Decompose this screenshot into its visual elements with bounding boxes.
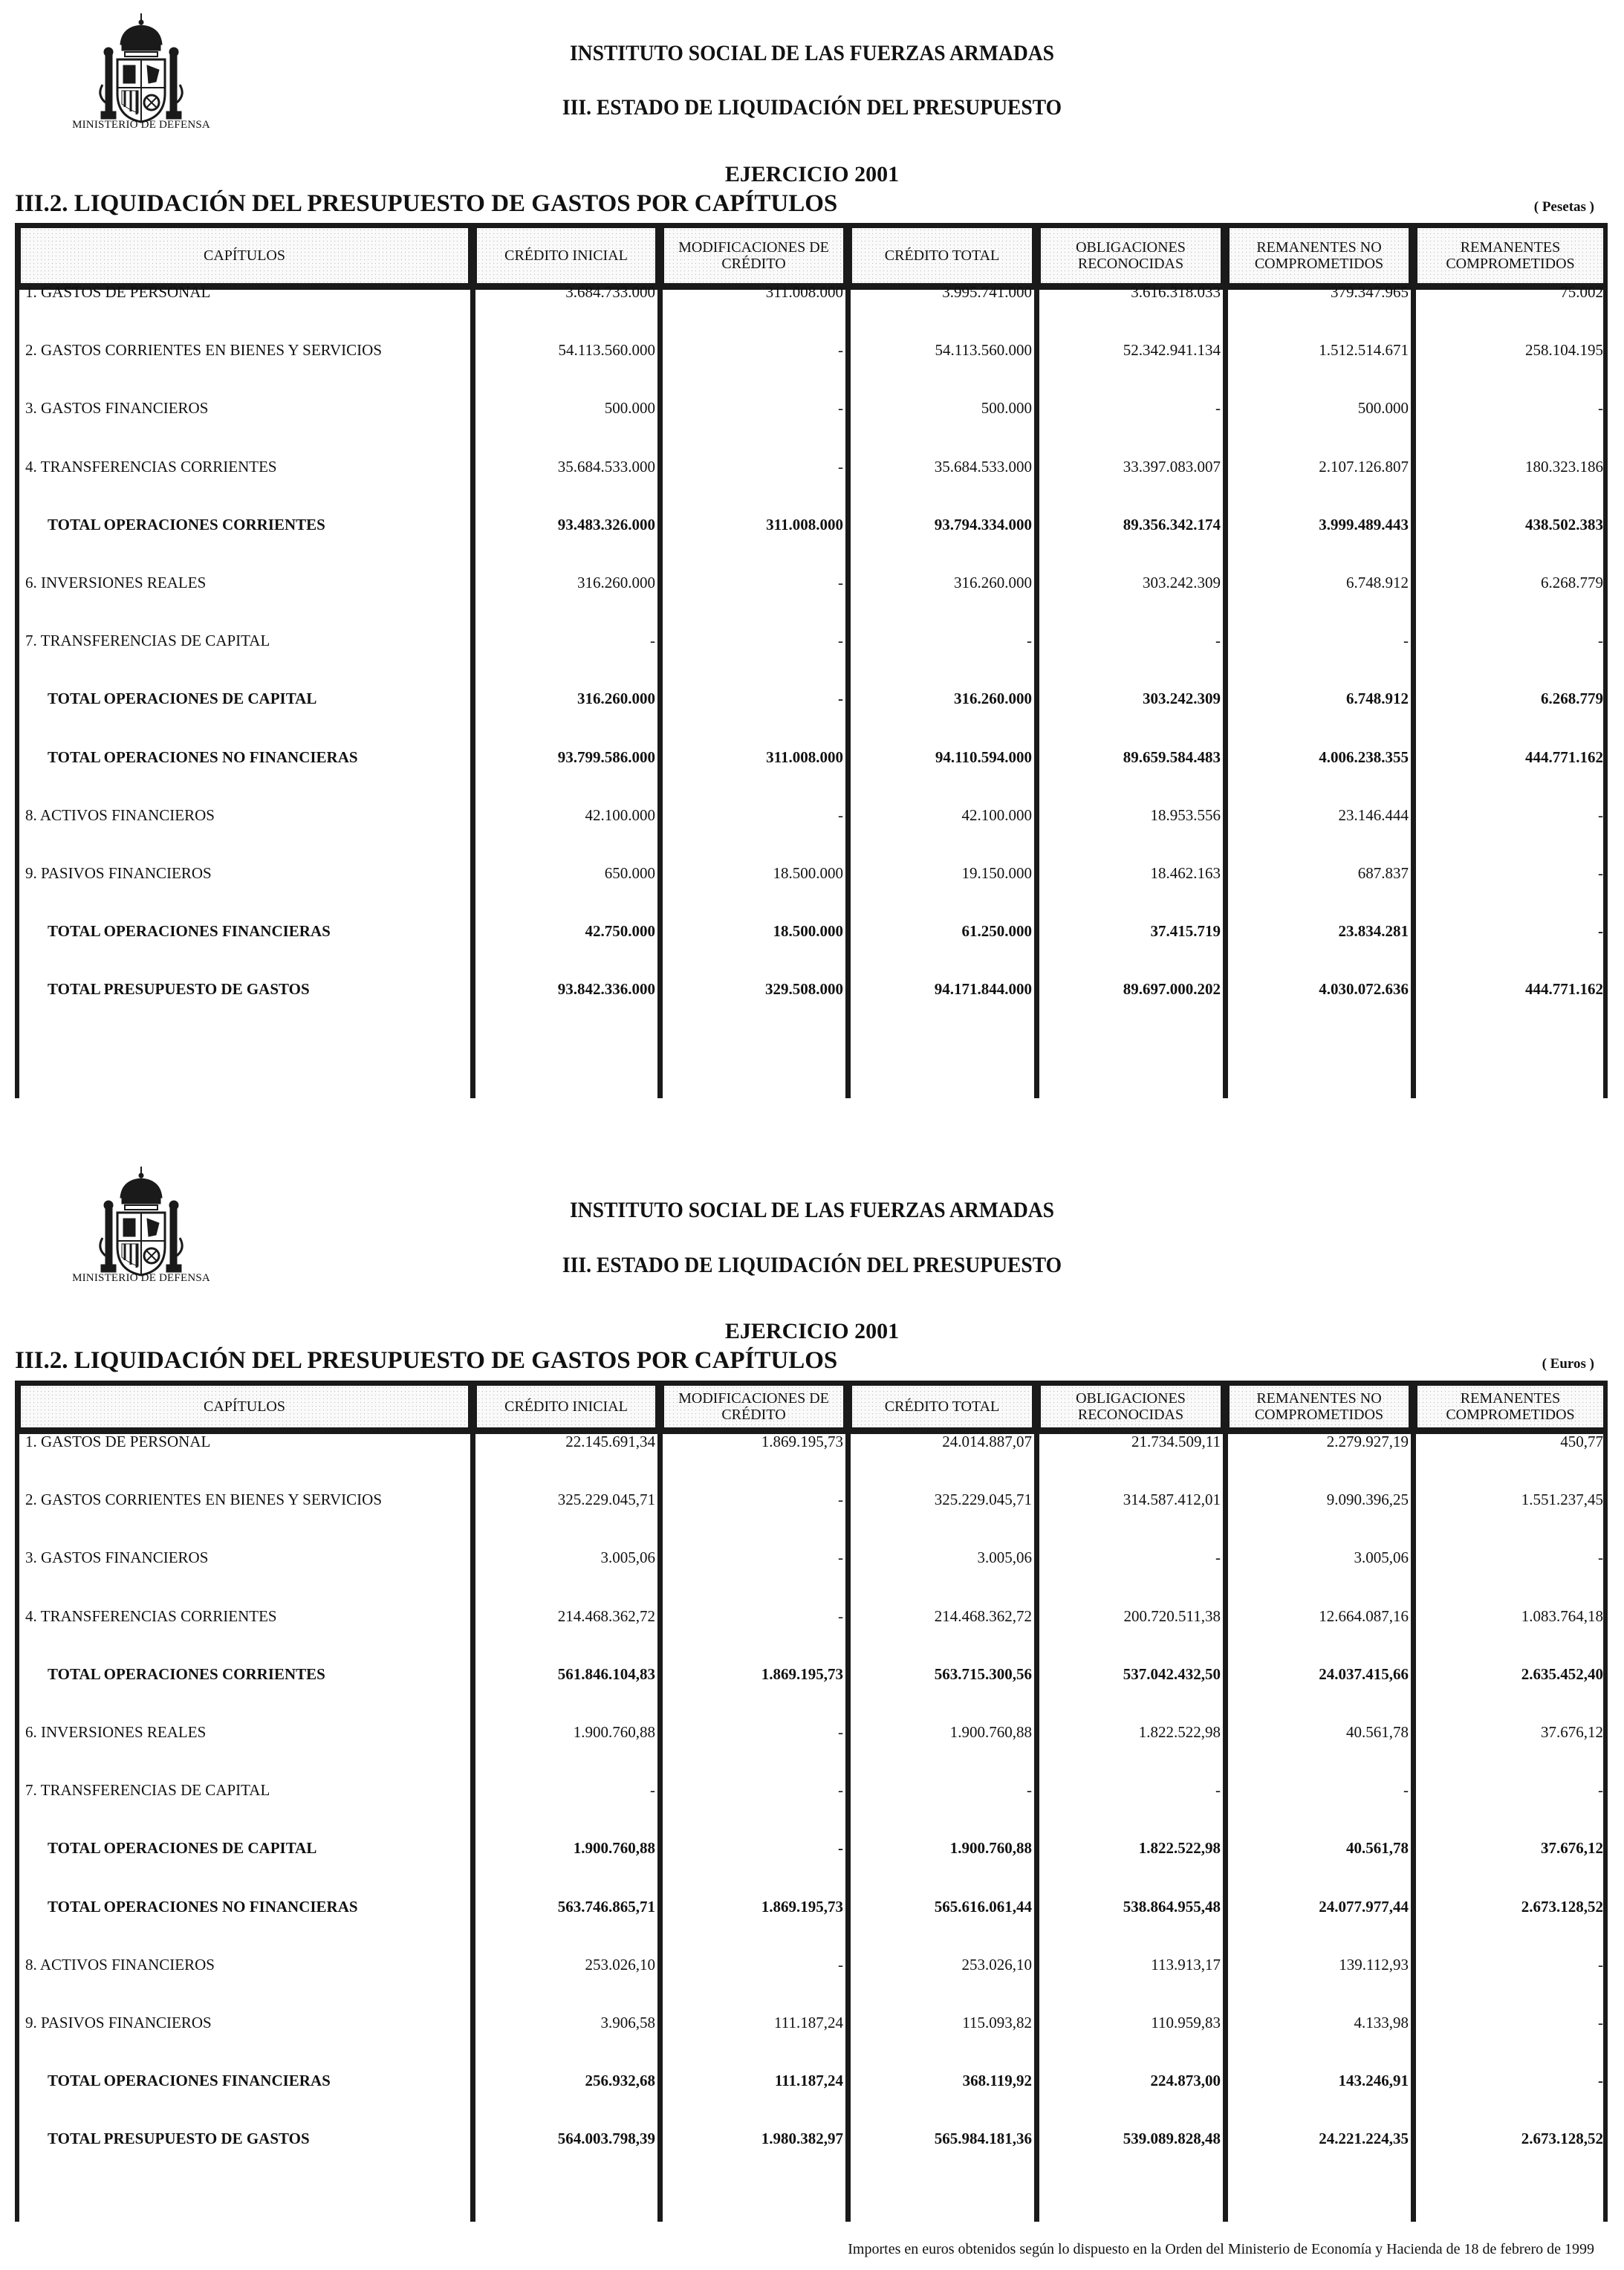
value-cell-3: 565.984.181,36 xyxy=(934,2130,1032,2148)
value-cell-6: - xyxy=(1598,399,1603,418)
row-label: TOTAL OPERACIONES CORRIENTES xyxy=(48,515,325,534)
value-cell-6: 37.676,12 xyxy=(1541,1839,1603,1858)
value-cell-5: 40.561,78 xyxy=(1346,1723,1409,1741)
value-cell-2: 329.508.000 xyxy=(765,980,843,999)
value-cell-4: 33.397.083.007 xyxy=(1123,457,1221,476)
row-label: 3. GASTOS FINANCIEROS xyxy=(25,399,209,418)
column-header-label: REMANENTES COMPROMETIDOS xyxy=(1446,239,1575,272)
value-cell-2: 311.008.000 xyxy=(766,515,843,534)
row-label: 6. INVERSIONES REALES xyxy=(25,1723,207,1741)
value-cell-1: 256.932,68 xyxy=(585,2072,655,2090)
value-cell-2: 1.869.195,73 xyxy=(761,1664,843,1683)
value-cell-5: 4.133,98 xyxy=(1354,2014,1409,2031)
row-label: 7. TRANSFERENCIAS DE CAPITAL xyxy=(25,1781,270,1800)
row-label: 3. GASTOS FINANCIEROS xyxy=(25,1549,209,1567)
value-cell-3: 3.995.741.000 xyxy=(942,283,1032,301)
value-cell-5: 2.107.126.807 xyxy=(1319,457,1409,476)
value-cell-1: 253.026,10 xyxy=(585,1955,655,1974)
value-cell-4: 21.734.509,11 xyxy=(1131,1433,1221,1450)
value-cell-4: 37.415.719 xyxy=(1150,922,1221,941)
value-cell-1: 93.842.336.000 xyxy=(557,980,655,999)
value-cell-5: 500.000 xyxy=(1357,399,1409,418)
value-cell-3: 1.900.760,88 xyxy=(949,1839,1032,1858)
value-cell-6: - xyxy=(1598,2014,1603,2031)
value-cell-3: 316.260.000 xyxy=(954,690,1032,708)
value-cell-1: 1.900.760,88 xyxy=(573,1839,655,1858)
value-cell-1: - xyxy=(650,632,655,650)
value-cell-1: - xyxy=(650,1781,655,1800)
table-row xyxy=(15,277,1608,307)
row-label: TOTAL PRESUPUESTO DE GASTOS xyxy=(48,980,310,999)
table-row xyxy=(15,1543,1608,1572)
table-row xyxy=(15,1950,1608,1979)
value-cell-5: 3.005,06 xyxy=(1354,1549,1409,1567)
value-cell-2: - xyxy=(838,1723,843,1741)
value-cell-5: 23.146.444 xyxy=(1338,805,1409,824)
value-cell-1: 35.684.533.000 xyxy=(557,457,655,476)
value-cell-5: 143.246,91 xyxy=(1338,2072,1409,2090)
value-cell-4: 537.042.432,50 xyxy=(1123,1664,1221,1683)
column-header-label: CRÉDITO TOTAL xyxy=(884,1398,1000,1415)
value-cell-3: 3.005,06 xyxy=(977,1549,1032,1567)
table-row xyxy=(15,1601,1608,1631)
value-cell-4: 89.659.584.483 xyxy=(1123,748,1221,766)
row-label: 9. PASIVOS FINANCIEROS xyxy=(25,2014,212,2031)
value-cell-3: 115.093,82 xyxy=(962,2014,1032,2031)
column-header-label: OBLIGACIONES RECONOCIDAS xyxy=(1076,1390,1186,1423)
row-label: TOTAL PRESUPUESTO DE GASTOS xyxy=(48,2130,310,2148)
value-cell-2: - xyxy=(838,457,843,476)
value-cell-2: - xyxy=(838,805,843,824)
value-cell-1: 3.906,58 xyxy=(600,2014,655,2031)
value-cell-1: 1.900.760,88 xyxy=(573,1723,655,1741)
row-label: 4. TRANSFERENCIAS CORRIENTES xyxy=(25,1606,277,1625)
table-row xyxy=(15,858,1608,888)
value-cell-5: 24.037.415,66 xyxy=(1319,1664,1409,1683)
value-cell-6: 438.502.383 xyxy=(1525,515,1603,534)
value-cell-6: 444.771.162 xyxy=(1525,980,1603,999)
column-header-label: REMANENTES NO COMPROMETIDOS xyxy=(1254,239,1384,272)
value-cell-4: 538.864.955,48 xyxy=(1123,1897,1221,1916)
value-cell-6: 2.635.452,40 xyxy=(1521,1664,1603,1683)
value-cell-4: 18.953.556 xyxy=(1150,805,1221,824)
value-cell-6: 450,77 xyxy=(1560,1433,1603,1450)
value-cell-2: - xyxy=(838,341,843,360)
value-cell-2: 311.008.000 xyxy=(766,748,843,766)
value-cell-1: 3.005,06 xyxy=(600,1549,655,1567)
column-header-label: REMANENTES NO COMPROMETIDOS xyxy=(1254,1390,1384,1423)
value-cell-4: 200.720.511,38 xyxy=(1123,1606,1221,1625)
value-cell-4: 1.822.522,98 xyxy=(1138,1839,1221,1858)
footnote: Importes en euros obtenidos según lo dispuesto en la Orden del Ministerio de Economía y Hacienda de 18 de febrero de 1999 xyxy=(848,2241,1594,2257)
value-cell-5: 12.664.087,16 xyxy=(1319,1606,1409,1625)
value-cell-1: 22.145.691,34 xyxy=(565,1433,655,1450)
value-cell-1: 42.100.000 xyxy=(585,805,655,824)
value-cell-5: - xyxy=(1403,1781,1409,1800)
value-cell-3: 19.150.000 xyxy=(961,864,1032,882)
value-cell-6: 1.083.764,18 xyxy=(1521,1606,1603,1625)
value-cell-3: 54.113.560.000 xyxy=(935,341,1032,360)
report-subtitle: III. ESTADO DE LIQUIDACIÓN DEL PRESUPUESTO xyxy=(562,95,1062,120)
value-cell-2: 18.500.000 xyxy=(773,922,843,941)
value-cell-5: 379.347.965 xyxy=(1331,283,1409,301)
fiscal-year: EJERCICIO 2001 xyxy=(724,162,900,187)
total-row xyxy=(15,684,1608,713)
ministry-label: MINISTERIO DE DEFENSA xyxy=(72,119,210,131)
value-cell-3: 253.026,10 xyxy=(961,1955,1032,1974)
value-cell-2: - xyxy=(838,1839,843,1858)
value-cell-1: 563.746.865,71 xyxy=(557,1897,655,1916)
value-cell-6: 6.268.779 xyxy=(1541,574,1603,591)
column-header-label: CRÉDITO INICIAL xyxy=(504,247,628,264)
total-row xyxy=(15,974,1608,1004)
value-cell-5: 9.090.396,25 xyxy=(1326,1491,1409,1509)
value-cell-1: 42.750.000 xyxy=(585,922,655,941)
value-cell-2: 18.500.000 xyxy=(773,864,843,882)
row-label: 8. ACTIVOS FINANCIEROS xyxy=(25,805,215,824)
total-row xyxy=(15,510,1608,539)
value-cell-2: - xyxy=(838,1955,843,1974)
row-label: 6. INVERSIONES REALES xyxy=(25,574,207,591)
value-cell-5: 6.748.912 xyxy=(1346,574,1409,591)
row-label: TOTAL OPERACIONES FINANCIERAS xyxy=(48,2072,331,2090)
value-cell-1: 54.113.560.000 xyxy=(558,341,655,360)
value-cell-2: 1.980.382,97 xyxy=(761,2130,843,2148)
total-row xyxy=(15,2066,1608,2095)
value-cell-3: 35.684.533.000 xyxy=(934,457,1032,476)
total-row xyxy=(15,1659,1608,1689)
row-label: TOTAL OPERACIONES DE CAPITAL xyxy=(48,690,317,708)
value-cell-5: 24.221.224,35 xyxy=(1319,2130,1409,2148)
value-cell-2: 111.187,24 xyxy=(774,2072,843,2090)
value-cell-6: - xyxy=(1598,2072,1603,2090)
value-cell-1: 325.229.045,71 xyxy=(557,1491,655,1509)
table-row xyxy=(15,800,1608,830)
value-cell-4: - xyxy=(1215,1549,1221,1567)
value-cell-2: - xyxy=(838,632,843,650)
value-cell-4: 303.242.309 xyxy=(1143,690,1221,708)
row-label: TOTAL OPERACIONES DE CAPITAL xyxy=(48,1839,317,1858)
column-header-label: MODIFICACIONES DE CRÉDITO xyxy=(678,1390,829,1423)
institution-title: INSTITUTO SOCIAL DE LAS FUERZAS ARMADAS xyxy=(569,41,1055,65)
value-cell-6: - xyxy=(1598,1549,1603,1567)
value-cell-5: 4.006.238.355 xyxy=(1319,748,1409,766)
value-cell-6: 2.673.128,52 xyxy=(1521,1897,1603,1916)
total-row xyxy=(15,1833,1608,1863)
value-cell-3: 214.468.362,72 xyxy=(934,1606,1032,1625)
value-cell-2: - xyxy=(838,1491,843,1509)
value-cell-1: 500.000 xyxy=(604,399,655,418)
row-label: 2. GASTOS CORRIENTES EN BIENES Y SERVICIOS xyxy=(25,341,382,360)
row-label: TOTAL OPERACIONES NO FINANCIERAS xyxy=(48,748,358,766)
value-cell-5: 6.748.912 xyxy=(1346,690,1409,708)
value-cell-2: - xyxy=(838,1606,843,1625)
column-header-label: CAPÍTULOS xyxy=(203,247,285,264)
budget-table xyxy=(15,223,1608,1098)
row-label: TOTAL OPERACIONES FINANCIERAS xyxy=(48,922,331,941)
value-cell-4: 113.913,17 xyxy=(1151,1955,1221,1974)
value-cell-1: 93.483.326.000 xyxy=(557,515,655,534)
value-cell-4: 1.822.522,98 xyxy=(1138,1723,1221,1741)
section-heading: III.2. LIQUIDACIÓN DEL PRESUPUESTO DE GASTOS POR CAPÍTULOS xyxy=(15,1347,838,1374)
value-cell-2: 1.869.195,73 xyxy=(761,1433,843,1450)
value-cell-6: 1.551.237,45 xyxy=(1521,1491,1603,1509)
value-cell-6: 180.323.186 xyxy=(1525,457,1603,476)
value-cell-1: 3.684.733.000 xyxy=(565,283,655,301)
value-cell-1: 561.846.104,83 xyxy=(557,1664,655,1683)
value-cell-4: 89.697.000.202 xyxy=(1123,980,1221,999)
total-row xyxy=(15,742,1608,772)
row-label: 8. ACTIVOS FINANCIEROS xyxy=(25,1955,215,1974)
table-row xyxy=(15,1485,1608,1514)
value-cell-5: 139.112,93 xyxy=(1339,1955,1409,1974)
value-cell-6: - xyxy=(1598,864,1603,882)
report-subtitle: III. ESTADO DE LIQUIDACIÓN DEL PRESUPUESTO xyxy=(562,1253,1062,1277)
value-cell-5: 24.077.977,44 xyxy=(1319,1897,1409,1916)
value-cell-3: 563.715.300,56 xyxy=(934,1664,1032,1683)
value-cell-4: - xyxy=(1215,399,1221,418)
value-cell-6: 75.002 xyxy=(1560,283,1603,301)
value-cell-6: 37.676,12 xyxy=(1541,1723,1603,1741)
value-cell-6: 6.268.779 xyxy=(1541,690,1603,708)
value-cell-3: 61.250.000 xyxy=(961,922,1032,941)
value-cell-3: 325.229.045,71 xyxy=(934,1491,1032,1509)
column-header-label: MODIFICACIONES DE CRÉDITO xyxy=(678,239,829,272)
value-cell-6: - xyxy=(1598,1955,1603,1974)
value-cell-3: 500.000 xyxy=(981,399,1032,418)
value-cell-5: 687.837 xyxy=(1357,864,1409,882)
table-row xyxy=(15,568,1608,597)
table-row xyxy=(15,2008,1608,2037)
table-row xyxy=(15,393,1608,423)
value-cell-1: 316.260.000 xyxy=(577,574,655,591)
value-cell-2: - xyxy=(838,399,843,418)
value-cell-1: 650.000 xyxy=(604,864,655,882)
value-cell-4: 3.616.318.033 xyxy=(1131,283,1221,301)
value-cell-3: 316.260.000 xyxy=(954,574,1032,591)
total-row xyxy=(15,916,1608,946)
value-cell-6: 258.104.195 xyxy=(1525,341,1603,360)
row-label: 1. GASTOS DE PERSONAL xyxy=(25,1433,211,1450)
value-cell-2: 311.008.000 xyxy=(765,283,843,301)
row-label: 7. TRANSFERENCIAS DE CAPITAL xyxy=(25,632,270,650)
value-cell-5: 2.279.927,19 xyxy=(1326,1433,1409,1450)
value-cell-6: - xyxy=(1598,632,1603,650)
table-row xyxy=(15,1775,1608,1805)
value-cell-5: 3.999.489.443 xyxy=(1319,515,1409,534)
value-cell-6: - xyxy=(1598,922,1603,941)
value-cell-1: 93.799.586.000 xyxy=(557,748,655,766)
table-row xyxy=(15,626,1608,655)
currency-unit: ( Pesetas ) xyxy=(1533,199,1594,215)
value-cell-2: 1.869.195,73 xyxy=(761,1897,843,1916)
value-cell-3: 94.110.594.000 xyxy=(935,748,1032,766)
value-cell-5: 23.834.281 xyxy=(1338,922,1409,941)
value-cell-2: - xyxy=(838,1781,843,1800)
value-cell-2: 111.187,24 xyxy=(774,2014,843,2031)
budget-table xyxy=(15,1381,1608,2222)
value-cell-4: 52.342.941.134 xyxy=(1123,341,1221,360)
column-header-label: CAPÍTULOS xyxy=(203,1398,285,1415)
total-row xyxy=(15,2124,1608,2153)
value-cell-4: 18.462.163 xyxy=(1150,864,1221,882)
column-header-label: CRÉDITO INICIAL xyxy=(504,1398,628,1415)
table-row xyxy=(15,452,1608,481)
currency-unit: ( Euros ) xyxy=(1542,1356,1594,1372)
value-cell-1: 214.468.362,72 xyxy=(557,1606,655,1625)
value-cell-3: 565.616.061,44 xyxy=(934,1897,1032,1916)
column-header-label: OBLIGACIONES RECONOCIDAS xyxy=(1076,239,1186,272)
value-cell-5: - xyxy=(1403,632,1409,650)
table-row xyxy=(15,335,1608,365)
row-label: 2. GASTOS CORRIENTES EN BIENES Y SERVICIOS xyxy=(25,1491,382,1509)
total-row xyxy=(15,1892,1608,1922)
value-cell-2: - xyxy=(838,574,843,591)
value-cell-6: - xyxy=(1598,805,1603,824)
value-cell-4: - xyxy=(1215,1781,1221,1800)
fiscal-year: EJERCICIO 2001 xyxy=(724,1319,900,1343)
value-cell-4: 303.242.309 xyxy=(1143,574,1221,591)
value-cell-4: 110.959,83 xyxy=(1151,2014,1221,2031)
value-cell-4: 224.873,00 xyxy=(1150,2072,1221,2090)
value-cell-5: 40.561,78 xyxy=(1346,1839,1409,1858)
value-cell-6: - xyxy=(1598,1781,1603,1800)
value-cell-4: 539.089.828,48 xyxy=(1123,2130,1221,2148)
row-label: 4. TRANSFERENCIAS CORRIENTES xyxy=(25,457,277,476)
section-heading: III.2. LIQUIDACIÓN DEL PRESUPUESTO DE GASTOS POR CAPÍTULOS xyxy=(15,190,838,217)
value-cell-4: 314.587.412,01 xyxy=(1123,1491,1221,1509)
value-cell-5: 1.512.514.671 xyxy=(1319,341,1409,360)
table-row xyxy=(15,1427,1608,1456)
value-cell-5: 4.030.072.636 xyxy=(1319,980,1409,999)
value-cell-3: 24.014.887,07 xyxy=(942,1433,1032,1450)
row-label: 1. GASTOS DE PERSONAL xyxy=(25,283,211,301)
value-cell-3: 94.171.844.000 xyxy=(934,980,1032,999)
value-cell-1: 564.003.798,39 xyxy=(557,2130,655,2148)
value-cell-2: - xyxy=(838,1549,843,1567)
value-cell-3: 93.794.334.000 xyxy=(934,515,1032,534)
value-cell-3: 1.900.760,88 xyxy=(949,1723,1032,1741)
value-cell-3: 42.100.000 xyxy=(961,805,1032,824)
value-cell-3: - xyxy=(1027,632,1032,650)
table-row xyxy=(15,1717,1608,1747)
column-header-label: REMANENTES COMPROMETIDOS xyxy=(1446,1390,1575,1423)
row-label: 9. PASIVOS FINANCIEROS xyxy=(25,864,212,882)
institution-title: INSTITUTO SOCIAL DE LAS FUERZAS ARMADAS xyxy=(569,1198,1055,1222)
value-cell-3: - xyxy=(1027,1781,1032,1800)
value-cell-4: 89.356.342.174 xyxy=(1123,515,1221,534)
row-label: TOTAL OPERACIONES NO FINANCIERAS xyxy=(48,1897,358,1916)
value-cell-1: 316.260.000 xyxy=(577,690,655,708)
value-cell-4: - xyxy=(1215,632,1221,650)
value-cell-6: 2.673.128,52 xyxy=(1521,2130,1603,2148)
row-label: TOTAL OPERACIONES CORRIENTES xyxy=(48,1664,325,1683)
value-cell-3: 368.119,92 xyxy=(962,2072,1032,2090)
value-cell-6: 444.771.162 xyxy=(1525,748,1603,766)
column-header-label: CRÉDITO TOTAL xyxy=(884,247,1000,264)
value-cell-2: - xyxy=(838,690,843,708)
ministry-label: MINISTERIO DE DEFENSA xyxy=(72,1272,210,1284)
